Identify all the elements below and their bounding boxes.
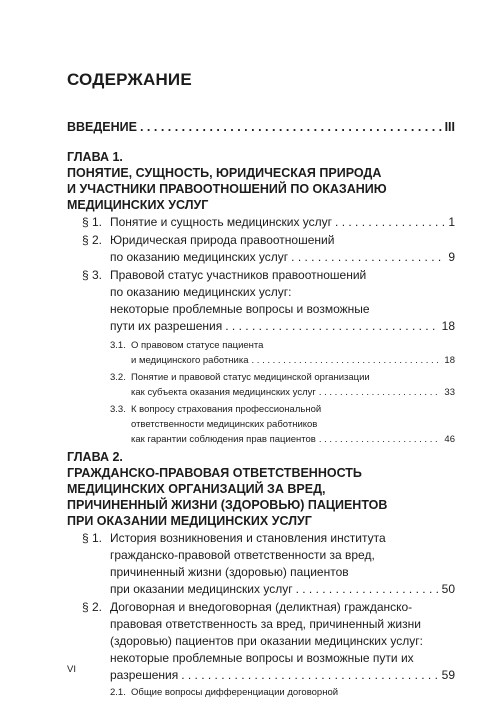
dot-leader — [319, 387, 442, 398]
dot-leader — [319, 434, 442, 445]
section-symbol: § 3. — [82, 268, 103, 282]
toc-entry-text: причиненный жизни (здоровью) пациентов — [110, 565, 349, 579]
toc-entry-text: правовая ответственность за вред, причиненный жизни — [110, 617, 421, 631]
toc-entry-ch1-sub32[interactable] — [131, 387, 455, 398]
dot-leader — [140, 120, 442, 134]
chapter-1-number: ГЛАВА 1. — [67, 150, 123, 164]
toc-entry-introduction[interactable] — [67, 120, 455, 134]
subsection-number: 3.3. — [110, 404, 126, 415]
toc-page-number: 9 — [448, 250, 455, 264]
toc-entry-text: пути их разрешения — [110, 319, 223, 333]
subsection-number: 3.2. — [110, 372, 126, 383]
section-symbol: § 2. — [82, 233, 103, 247]
toc-entry-text: разрешения — [110, 668, 179, 682]
toc-entry-text: при оказании медицинских услуг — [110, 582, 293, 596]
chapter-2-title-line: МЕДИЦИНСКИХ ОРГАНИЗАЦИЙ ЗА ВРЕД, — [67, 482, 326, 496]
toc-entry-text: Понятие и правовой статус медицинской организации — [131, 372, 370, 383]
toc-entry-ch2-sec1[interactable] — [110, 582, 455, 596]
toc-page-number: III — [444, 120, 455, 134]
subsection-number: 3.1. — [110, 340, 126, 351]
toc-page-number: 59 — [441, 668, 455, 682]
toc-entry-ch1-sec1[interactable] — [110, 215, 455, 229]
chapter-2-title-line: ГРАЖДАНСКО-ПРАВОВАЯ ОТВЕТСТВЕННОСТЬ — [67, 466, 362, 480]
dot-leader — [181, 668, 438, 682]
dot-leader — [335, 215, 445, 229]
toc-entry-text: некоторые проблемные вопросы и возможные пути их — [110, 651, 414, 665]
section-symbol: § 1. — [82, 215, 103, 229]
toc-entry-text: гражданско-правовой ответственности за вред, — [110, 548, 375, 562]
chapter-1-title-line: ПОНЯТИЕ, СУЩНОСТЬ, ЮРИДИЧЕСКАЯ ПРИРОДА — [67, 166, 382, 180]
toc-entry-text: как гарантии соблюдения прав пациентов — [131, 434, 316, 445]
toc-entry-text: ответственности медицинских работников — [131, 419, 318, 430]
toc-entry-ch2-sec2[interactable] — [110, 668, 455, 682]
page-folio: VI — [67, 664, 76, 675]
dot-leader — [225, 319, 438, 333]
section-symbol: § 1. — [82, 531, 103, 545]
section-symbol: § 2. — [82, 600, 103, 614]
toc-entry-label: ВВЕДЕНИЕ — [67, 120, 137, 134]
toc-page-number: 33 — [444, 387, 455, 398]
toc-page-number: 18 — [444, 355, 455, 366]
toc-entry-ch1-sec2[interactable] — [110, 250, 455, 264]
chapter-1-title-line: МЕДИЦИНСКИХ УСЛУГ — [67, 198, 209, 212]
toc-entry-text: Договорная и внедоговорная (деликтная) гражданско- — [110, 600, 413, 614]
subsection-number: 2.1. — [110, 687, 126, 698]
dot-leader — [291, 250, 445, 264]
toc-page-number: 46 — [444, 434, 455, 445]
toc-entry-text: Правовой статус участников правоотношений — [110, 268, 367, 282]
dot-leader — [296, 582, 439, 596]
toc-entry-text: Понятие и сущность медицинских услуг — [110, 215, 333, 229]
toc-entry-ch1-sub33[interactable] — [131, 434, 455, 445]
toc-entry-text: по оказанию медицинских услуг: — [110, 285, 292, 299]
toc-entry-text: Юридическая природа правоотношений — [110, 233, 335, 247]
toc-entry-text: некоторые проблемные вопросы и возможные — [110, 302, 370, 316]
chapter-2-number: ГЛАВА 2. — [67, 450, 123, 464]
toc-entry-text: К вопросу страхования профессиональной — [131, 404, 322, 415]
toc-entry-text: История возникновения и становления института — [110, 531, 386, 545]
toc-entry-text: (здоровью) пациентов при оказании медицинских услуг: — [110, 634, 423, 648]
toc-entry-text: и медицинского работника — [131, 355, 249, 366]
toc-page-number: 1 — [448, 215, 455, 229]
toc-entry-text: Общие вопросы дифференциации договорной — [131, 687, 339, 698]
chapter-1-title-line: И УЧАСТНИКИ ПРАВООТНОШЕНИЙ ПО ОКАЗАНИЮ — [67, 182, 387, 196]
toc-page-number: 50 — [441, 582, 455, 596]
chapter-2-title-line: ПРИ ОКАЗАНИИ МЕДИЦИНСКИХ УСЛУГ — [67, 514, 312, 528]
toc-entry-text: О правовом статусе пациента — [131, 340, 264, 351]
dot-leader — [252, 355, 442, 366]
toc-entry-ch1-sec3[interactable] — [110, 319, 455, 333]
toc-page-number: 18 — [441, 319, 455, 333]
page-title: СОДЕРЖАНИЕ — [67, 70, 192, 89]
toc-entry-text: как субъекта оказания медицинских услуг — [131, 387, 316, 398]
toc-entry-ch1-sub31[interactable] — [131, 355, 455, 366]
toc-entry-text: по оказанию медицинских услуг — [110, 250, 289, 264]
chapter-2-title-line: ПРИЧИНЕННЫЙ ЖИЗНИ (ЗДОРОВЬЮ) ПАЦИЕНТОВ — [67, 498, 388, 512]
